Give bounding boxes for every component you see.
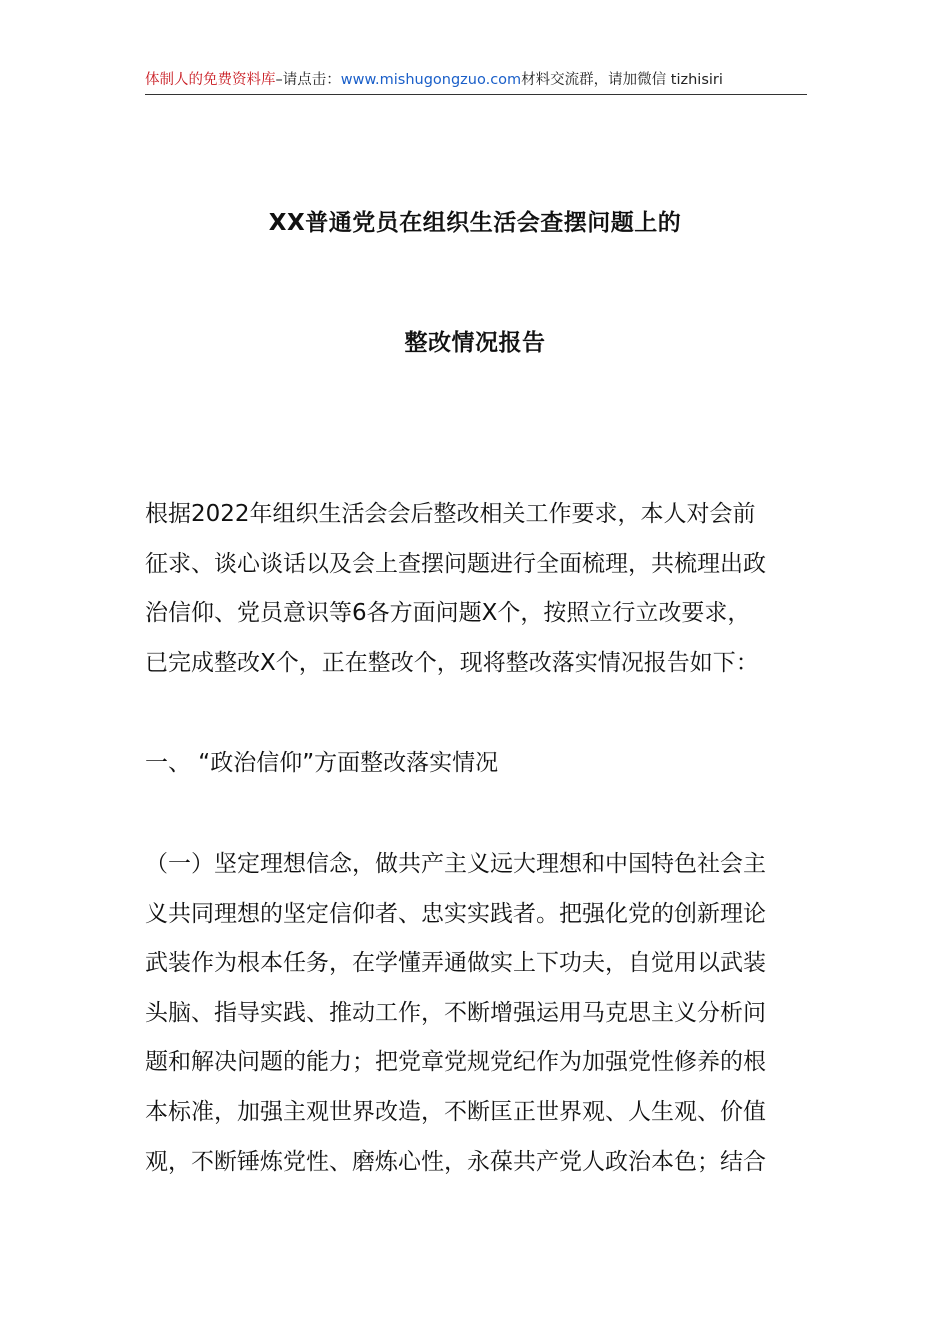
paragraph-line: （一）坚定理想信念，做共产主义远大理想和中国特色社会主 (145, 851, 766, 877)
header-contact-text: 材料交流群，请加微信 tizhisiri (521, 72, 723, 88)
paragraph-line: 已完成整改X个，正在整改个，现将整改落实情况报告如下： (145, 649, 759, 676)
paragraph-line: 本标准，加强主观世界改造，不断匡正世界观、人生观、价值 (145, 1098, 766, 1125)
paragraph-line: 征求、谈心谈话以及会上查摆问题进行全面梳理，共梳理出政 (145, 550, 766, 577)
paragraph-line: 武装作为根本任务，在学懂弄通做实上下功夫，自觉用以武装 (145, 950, 766, 977)
header-brand: 体制人的免费资料库 (145, 72, 276, 88)
section-paragraph (145, 840, 807, 1187)
paragraph-line: 观，不断锤炼党性、磨炼心性，永葆共产党人政治本色；结合 (145, 1148, 766, 1175)
intro-paragraph (145, 490, 807, 688)
paragraph-line: 头脑、指导实践、推动工作，不断增强运用马克思主义分析问 (145, 999, 766, 1026)
document-title-line-1: XX普通党员在组织生活会查摆问题上的 (268, 210, 682, 236)
section-heading (145, 739, 807, 789)
paragraph-line: 题和解决问题的能力；把党章党规党纪作为加强党性修养的根 (145, 1049, 766, 1076)
header-prompt: –请点击： (275, 72, 341, 88)
section-heading-text: 一、 “政治信仰”方面整改落实情况 (145, 750, 499, 776)
paragraph-line: 根据2022年组织生活会会后整改相关工作要求，本人对会前 (145, 501, 756, 527)
header-website-link[interactable]: www.mishugongzuo.com (340, 72, 522, 88)
page-header (145, 68, 807, 95)
document-title-line-2: 整改情况报告 (404, 330, 546, 356)
paragraph-line: 义共同理想的坚定信仰者、忠实实践者。把强化党的创新理论 (145, 900, 766, 927)
paragraph-line: 治信仰、党员意识等6各方面问题X个，按照立行立改要求， (145, 600, 751, 627)
